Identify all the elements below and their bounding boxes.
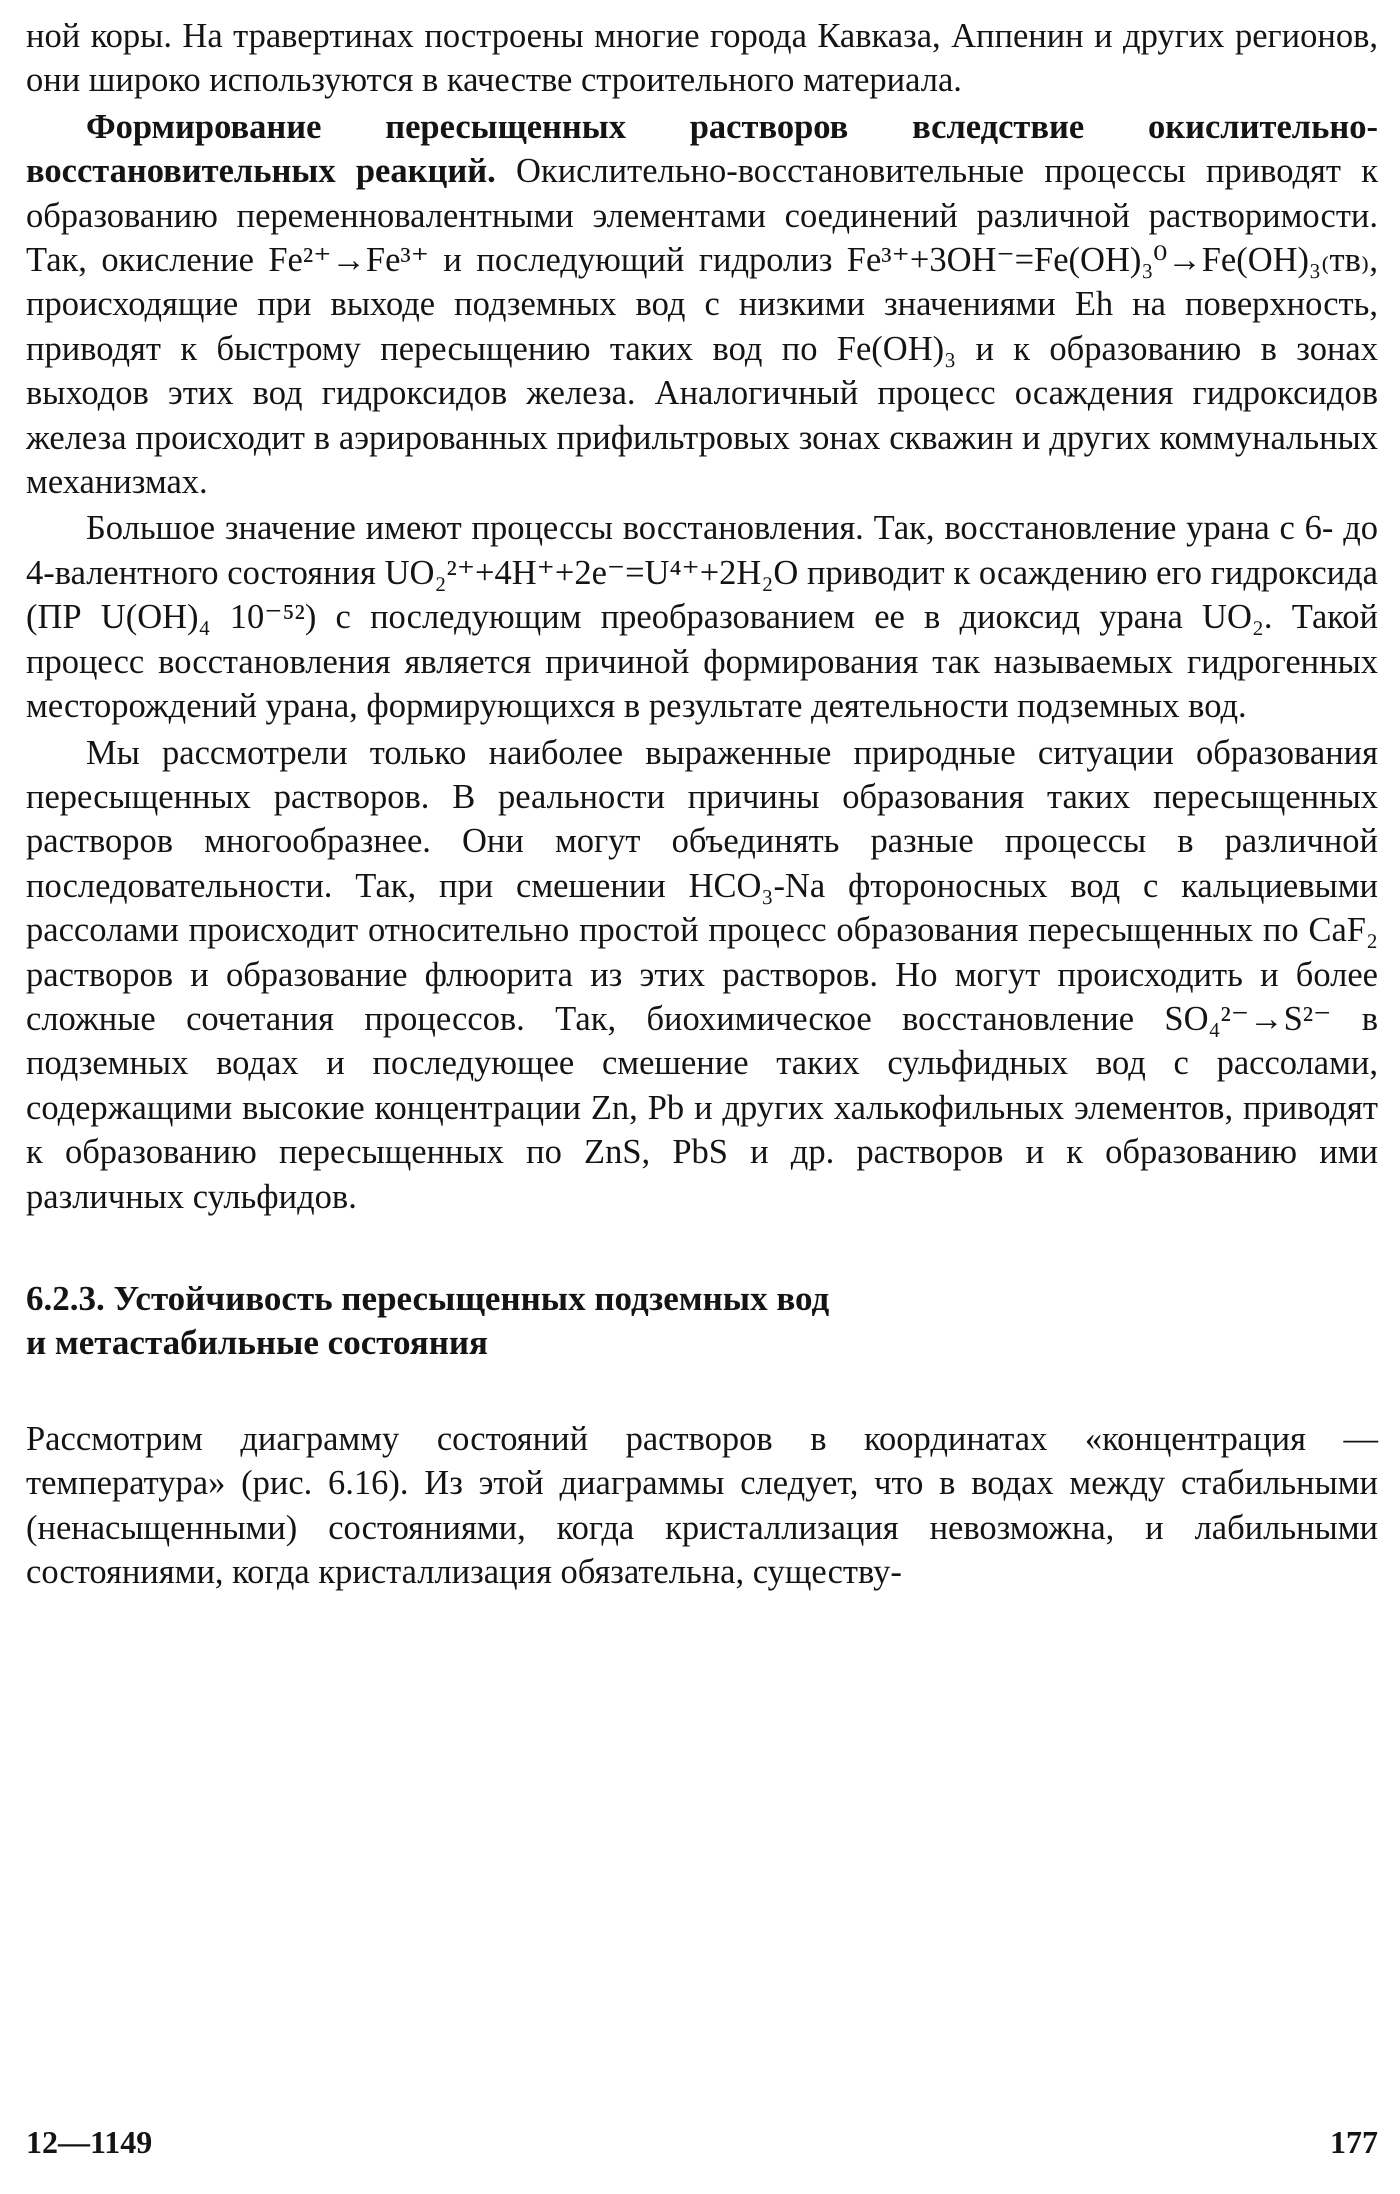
section-heading-line-1: 6.2.3. Устойчивость пересыщенных подземных вод [26,1278,830,1318]
page-footer [26,2124,1378,2161]
paragraph-2-text: Окислительно-восстановительные процессы приводят к образованию переменновалентными элементами соединений различной растворимости. Так, окисление Fe²⁺→Fe³⁺ и последующий гидролиз Fe³⁺+3OH⁻=Fe(OH)₃⁰→Fe(OH)₃₍тв₎, происходящие при выходе подземных вод с низкими значениями Eh на поверхность, приводят к быстрому пересыщению таких вод по Fe(OH)₃ и к образованию в зонах выходов этих вод гидроксидов железа. Аналогичный процесс осаждения гидроксидов железа происходит в аэрированных прифильтровых зонах скважин и других коммунальных механизмах. [26,152,1378,502]
section-heading [26,1277,1378,1365]
paragraph-2 [26,105,1378,505]
paragraph-2-run-in-heading: Формирование пересыщенных растворов вследствие окислительно-восстановительных реакций. [26,107,1378,191]
section-paragraph: Рассмотрим диаграмму состояний растворов в координатах «концентрация — температура» (рис. 6.16). Из этой диаграммы следует, что в водах между стабильными (ненасыщенными) состояниями, когда кристаллизация невозможна, и лабильными состояниями, когда кристаллизация обязательна, существу- [26,1419,1378,1592]
section-heading-line-2: и метастабильные состояния [26,1322,488,1362]
printer-signature: 12—1149 [26,2124,153,2160]
paragraph-4: Мы рассмотрели только наиболее выраженные природные ситуации образования пересыщенных растворов. В реальности причины образования таких пересыщенных растворов многообразнее. Они могут объединять разные процессы в различной последовательности. Так, при смешении HCO₃-Na фтороносных вод с кальциевыми рассолами происходит относительно простой процесс образования пересыщенных по CaF₂ растворов и образование флюорита из этих растворов. Но могут происходить и более сложные сочетания процессов. Так, биохимическое восстановление SO₄²⁻→S²⁻ в подземных водах и последующее смешение таких сульфидных вод с рассолами, содержащими высокие концентрации Zn, Pb и других халькофильных элементов, приводят к образованию пересыщенных по ZnS, PbS и др. растворов и к образованию ими различных сульфидов. [26,733,1378,1216]
page-number: 177 [1330,2124,1378,2160]
paragraph-1: ной коры. На травертинах построены многие города Кавказа, Аппенин и других регионов, они широко используются в качестве строительного материала. [26,17,1378,100]
page-body [26,14,1378,1595]
paragraph-3: Большое значение имеют процессы восстановления. Так, восстановление урана с 6- до 4-валентного состояния UO₂²⁺+4H⁺+2e⁻=U⁴⁺+2H₂O приводит к осаждению его гидроксида (ПР U(OH)₄ 10⁻⁵²) с последующим преобразованием ее в диоксид урана UO₂. Такой процесс восстановления является причиной формирования так называемых гидрогенных месторождений урана, формирующихся в результате деятельности подземных вод. [26,509,1378,726]
